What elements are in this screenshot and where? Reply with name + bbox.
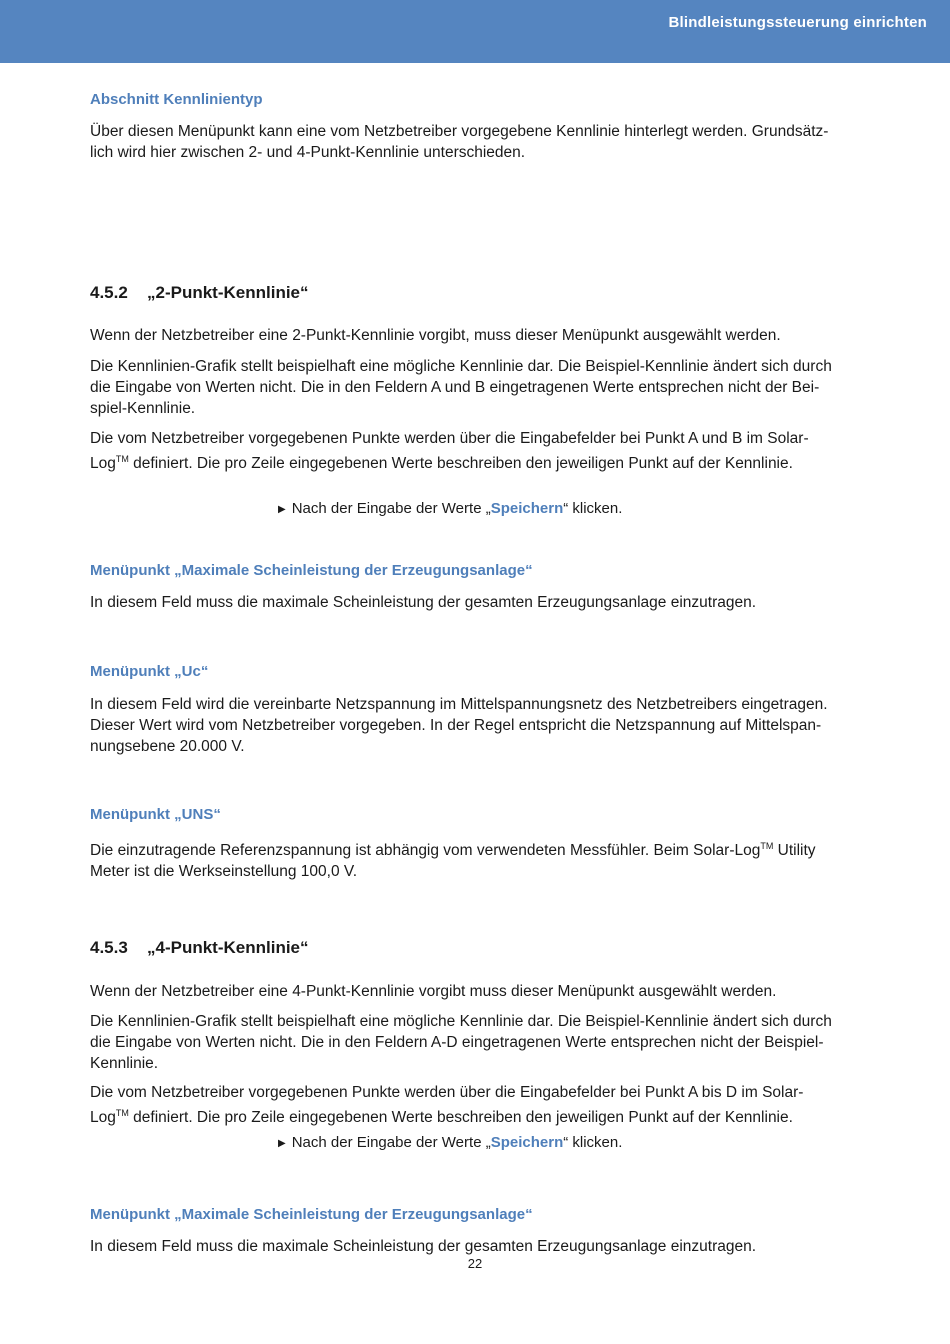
text-line: lich wird hier zwischen 2- und 4-Punkt-Kennlinie unterschieden. [90,144,526,161]
menu-max-scheinleistung-heading: Menüpunkt „Maximale Scheinleistung der Erzeugungsanlage“ [90,562,533,579]
text-fragment: definiert. Die pro Zeile eingegebenen Werte beschreiben den jeweiligen Punkt auf der Kennlinie. [128,1109,793,1127]
text-line: spiel-Kennlinie. [90,400,196,417]
menu-uc-heading: Menüpunkt „Uc“ [90,663,209,680]
instruction-step [278,500,622,517]
speichern-label: Speichern [490,500,564,517]
menu-max-scheinleistung-heading-2: Menüpunkt „Maximale Scheinleistung der Erzeugungsanlage“ [90,1206,533,1223]
triangle-right-icon: ▶ [278,1138,286,1149]
section-4-5-2-paragraph-1 [90,325,860,346]
text-fragment: Nach der Eingabe der Werte „ [291,500,491,517]
section-heading-4-5-2 [90,283,860,303]
trademark-superscript: TM [115,454,129,464]
menu-max-scheinleistung-paragraph-2 [90,1236,860,1257]
header-bar [0,0,950,63]
section-number: 4.5.2 [90,283,128,302]
text-line: In diesem Feld muss die maximale Scheinleistung der gesamten Erzeugungsanlage einzutragen. [90,594,757,611]
text-line [90,836,860,861]
text-line: In diesem Feld wird die vereinbarte Netzspannung im Mittelspannungsnetz des Netzbetreibers eingetragen. [90,696,828,713]
section-number: 4.5.3 [90,938,128,957]
text-fragment: Die einzutragende Referenzspannung ist abhängig vom verwendeten Messfühler. Beim Solar-Log [90,842,761,860]
text-line [90,1103,860,1128]
text-line: Die Kennlinien-Grafik stellt beispielhaft eine mögliche Kennlinie dar. Die Beispiel-Kennlinie ändert sich durch [90,358,832,375]
section-4-5-2-paragraph-3 [90,428,860,474]
section-4-5-3-paragraph-3 [90,1082,860,1128]
menu-max-scheinleistung-paragraph [90,592,860,613]
text-fragment: Utility [773,842,816,860]
header-title: Blindleistungssteuerung einrichten [668,14,927,31]
text-fragment: “ klicken. [563,1134,623,1151]
text-line: Über diesen Menüpunkt kann eine vom Netzbetreiber vorgegebene Kennlinie hinterlegt werden. Grundsätz- [90,123,829,140]
section-title: „2-Punkt-Kennlinie“ [147,283,309,302]
text-fragment: Nach der Eingabe der Werte „ [291,1134,491,1151]
text-line: nungsebene 20.000 V. [90,738,245,755]
triangle-right-icon: ▶ [278,504,286,515]
text-line: In diesem Feld muss die maximale Scheinleistung der gesamten Erzeugungsanlage einzutragen. [90,1238,757,1255]
text-line: Wenn der Netzbetreiber eine 4-Punkt-Kennlinie vorgibt muss dieser Menüpunkt ausgewählt werden. [90,983,777,1000]
kennlinientyp-paragraph [90,121,860,163]
text-fragment: Log [90,455,116,473]
text-line: Die Kennlinien-Grafik stellt beispielhaft eine mögliche Kennlinie dar. Die Beispiel-Kennlinie ändert sich durch [90,1013,832,1030]
page-number: 22 [467,1256,483,1271]
section-heading-4-5-3 [90,938,860,958]
text-fragment: Log [90,1109,116,1127]
text-line: Dieser Wert wird vom Netzbetreiber vorgegeben. In der Regel entspricht die Netzspannung auf Mittelspan- [90,717,822,734]
text-line: die Eingabe von Werten nicht. Die in den Feldern A und B eingetragenen Werte entsprechen nicht der Bei- [90,379,820,396]
section-4-5-2-paragraph-2 [90,356,860,419]
trademark-superscript: TM [760,841,774,851]
speichern-label: Speichern [490,1134,564,1151]
text-line: die Eingabe von Werten nicht. Die in den Feldern A-D eingetragenen Werte entsprechen nicht der Beispiel- [90,1034,824,1051]
menu-uns-heading: Menüpunkt „UNS“ [90,806,221,823]
text-fragment: definiert. Die pro Zeile eingegebenen Werte beschreiben den jeweiligen Punkt auf der Kennlinie. [128,455,793,473]
text-line: Die vom Netzbetreiber vorgegebenen Punkte werden über die Eingabefelder bei Punkt A bis D im Solar- [90,1084,804,1101]
text-line [90,449,860,474]
section-4-5-3-paragraph-2 [90,1011,860,1074]
text-line: Die vom Netzbetreiber vorgegebenen Punkte werden über die Eingabefelder bei Punkt A und B im Solar- [90,430,809,447]
trademark-superscript: TM [115,1108,129,1118]
menu-uc-paragraph [90,694,860,757]
section-title: „4-Punkt-Kennlinie“ [147,938,309,957]
text-line: Kennlinie. [90,1055,159,1072]
menu-uns-paragraph [90,836,860,882]
kennlinientyp-heading: Abschnitt Kennlinientyp [90,91,263,108]
instruction-step [278,1134,622,1151]
section-4-5-3-paragraph-1 [90,981,860,1002]
text-line: Wenn der Netzbetreiber eine 2-Punkt-Kennlinie vorgibt, muss dieser Menüpunkt ausgewählt werden. [90,327,781,344]
text-line: Meter ist die Werkseinstellung 100,0 V. [90,863,358,881]
text-fragment: “ klicken. [563,500,623,517]
